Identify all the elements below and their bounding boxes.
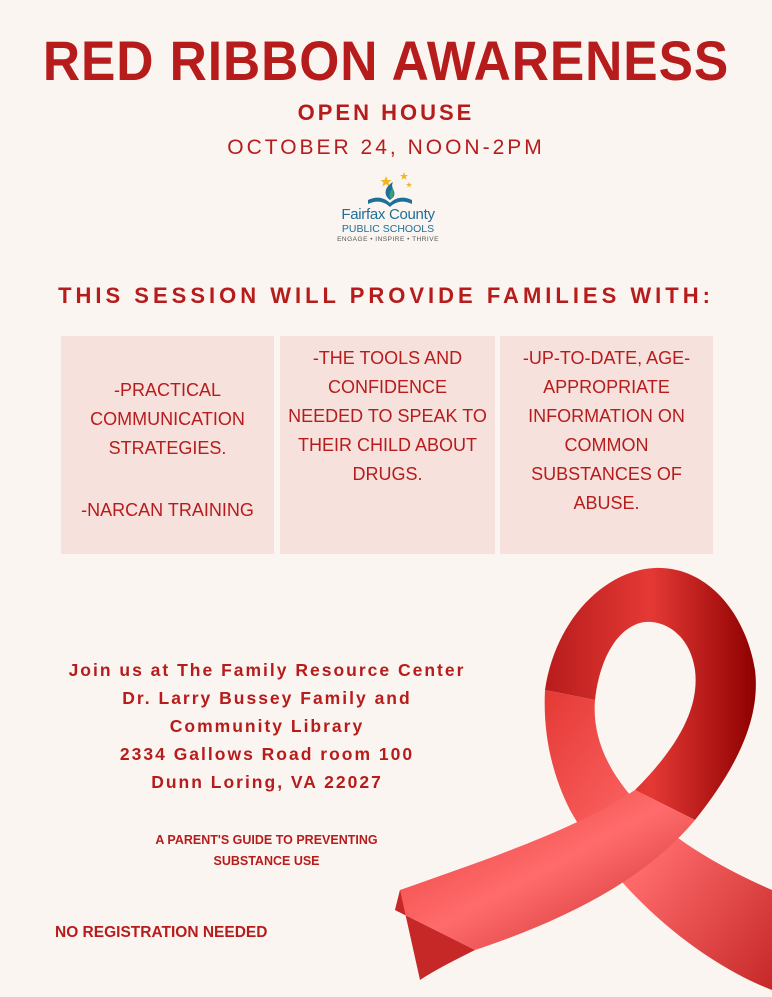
info-box-text: -THE TOOLS AND CONFIDENCE NEEDED TO SPEAK TO THEIR CHILD ABOUT DRUGS. (288, 348, 487, 484)
info-box-communication (61, 336, 274, 554)
address-line: Dr. Larry Bussey Family and (122, 688, 412, 708)
address-line: Join us at The Family Resource Center (68, 660, 466, 680)
logo-subname: PUBLIC SCHOOLS (341, 223, 435, 235)
info-box-text: -UP-TO-DATE, AGE-APPROPRIATE INFORMATION ON COMMON SUBSTANCES OF ABUSE. (522, 348, 691, 513)
page-title: RED RIBBON AWARENESS (42, 29, 730, 92)
logo-name: Fairfax County (341, 206, 435, 223)
guide-line: A PARENT'S GUIDE TO PREVENTING (155, 833, 378, 847)
event-date: OCTOBER 24, NOON-2PM (227, 136, 545, 159)
logo-tagline: ENGAGE • INSPIRE • THRIVE (337, 236, 439, 243)
event-address (30, 656, 504, 796)
registration-note: NO REGISTRATION NEEDED (55, 924, 268, 941)
info-box-tools (280, 336, 495, 554)
info-box-text: -NARCAN TRAINING (81, 500, 254, 520)
guide-line: SUBSTANCE USE (213, 854, 320, 868)
info-box-text: -PRACTICAL COMMUNICATION STRATEGIES. (90, 380, 245, 458)
info-box-information (500, 336, 713, 554)
book-flame-icon (360, 170, 416, 208)
address-line: Community Library (169, 716, 365, 736)
parent-guide-note (120, 830, 413, 872)
address-line: Dunn Loring, VA 22027 (151, 772, 383, 792)
fcps-logo (328, 170, 448, 250)
page-subtitle: OPEN HOUSE (297, 100, 475, 125)
address-line: 2334 Gallows Road room 100 (119, 744, 415, 764)
session-heading: THIS SESSION WILL PROVIDE FAMILIES WITH: (58, 283, 714, 308)
